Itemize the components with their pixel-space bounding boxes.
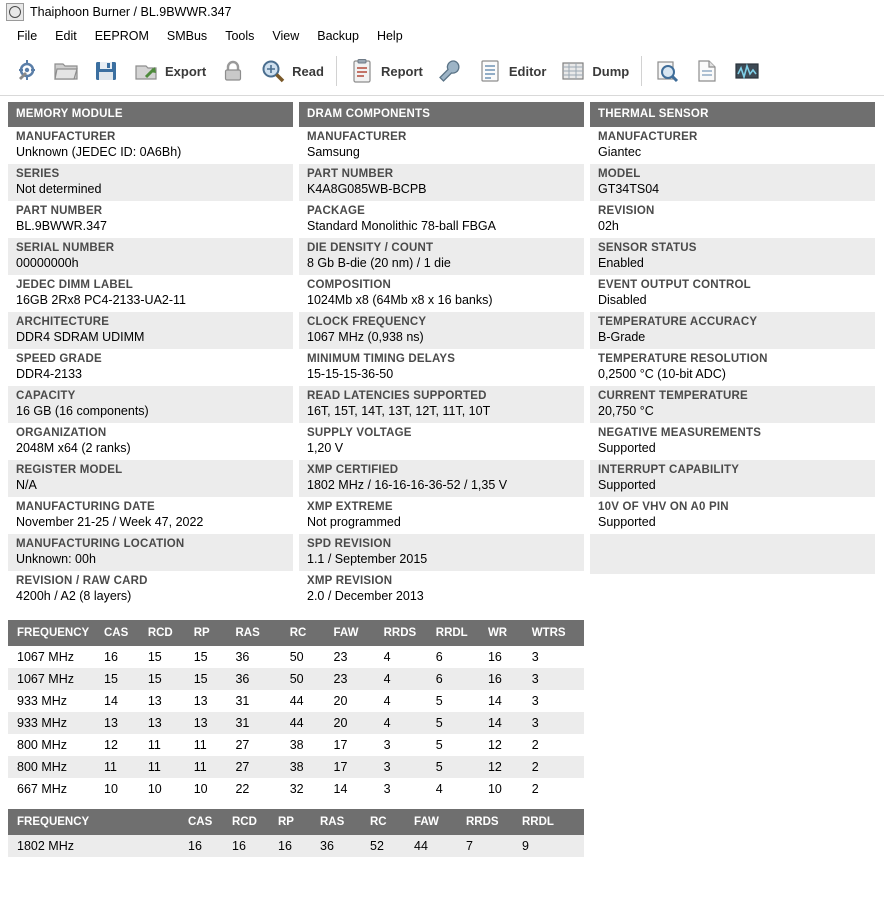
cell-rc: 32 — [290, 778, 334, 800]
field-value: 1,20 V — [307, 441, 344, 455]
toolbar-waveform-button[interactable] — [727, 50, 767, 92]
cell-frequency: 1067 MHz — [8, 646, 104, 668]
cell-frequency: 933 MHz — [8, 712, 104, 734]
panel-dram-components-header: DRAM COMPONENTS — [299, 102, 584, 127]
cell-frequency: 1067 MHz — [8, 668, 104, 690]
field-value: 2.0 / December 2013 — [307, 589, 424, 603]
field-value: DDR4-2133 — [16, 367, 83, 381]
panel-dram-components — [299, 102, 584, 614]
field-value: 1.1 / September 2015 — [307, 552, 428, 566]
cell-frequency: 1802 MHz — [8, 835, 100, 857]
table-row — [8, 646, 584, 668]
field-value: K4A8G085WB-BCPB — [307, 182, 427, 196]
cell-rrdl: 6 — [436, 646, 488, 668]
toolbar-report-button[interactable] — [342, 50, 430, 92]
cell-rrdl: 4 — [436, 778, 488, 800]
field-value: 1067 MHz (0,938 ns) — [307, 330, 424, 344]
cell-rp: 13 — [194, 712, 236, 734]
col-rc: RC — [290, 620, 334, 646]
field-die-density-count — [299, 238, 584, 275]
cell-cas: 13 — [104, 712, 148, 734]
col-rrds: RRDS — [384, 620, 436, 646]
field-label: SERIAL NUMBER — [16, 242, 115, 254]
toolbar-lock-button[interactable] — [213, 50, 253, 92]
menu-item-help[interactable]: Help — [376, 29, 403, 43]
toolbar-chip-settings-button[interactable] — [6, 50, 46, 92]
field-label: SERIES — [16, 168, 60, 180]
cell-wtrs: 3 — [532, 668, 584, 690]
col-ras: RAS — [235, 620, 289, 646]
field-value: 4200h / A2 (8 layers) — [16, 589, 132, 603]
cell-rcd: 10 — [148, 778, 194, 800]
col-wr: WR — [488, 620, 532, 646]
cell-rp: 11 — [194, 734, 236, 756]
field-composition — [299, 275, 584, 312]
cell-ras: 31 — [235, 712, 289, 734]
cell-frequency: 800 MHz — [8, 756, 104, 778]
cell-rrds: 3 — [384, 756, 436, 778]
toolbar-dump-button[interactable] — [553, 50, 636, 92]
cell-faw: 44 — [414, 835, 466, 857]
cell-ras: 36 — [235, 646, 289, 668]
col-rp: RP — [194, 620, 236, 646]
cell-rcd: 11 — [148, 756, 194, 778]
app-icon — [6, 3, 24, 21]
cell-rrds: 7 — [466, 835, 522, 857]
col-frequency: FREQUENCY — [8, 809, 100, 835]
field-read-latencies-supported — [299, 386, 584, 423]
table-row — [8, 835, 584, 857]
field-value: Enabled — [598, 256, 644, 270]
field-label: EVENT OUTPUT CONTROL — [598, 279, 751, 291]
cell-cas: 12 — [104, 734, 148, 756]
field-value: 02h — [598, 219, 619, 233]
field-value: Unknown: 00h — [16, 552, 96, 566]
cell-rrdl: 5 — [436, 690, 488, 712]
field-value: Supported — [598, 478, 656, 492]
field-architecture — [8, 312, 293, 349]
cell-ras: 27 — [235, 756, 289, 778]
field-xmp-revision — [299, 571, 584, 608]
cell-ras: 36 — [235, 668, 289, 690]
toolbar-wrench-button[interactable] — [430, 50, 470, 92]
cell-ras: 31 — [235, 690, 289, 712]
toolbar-editor-label: Editor — [508, 63, 547, 79]
col-frequency: FREQUENCY — [8, 620, 104, 646]
cell-wtrs: 3 — [532, 712, 584, 734]
cell-ras: 27 — [235, 734, 289, 756]
field-organization — [8, 423, 293, 460]
field-dram-part-number — [299, 164, 584, 201]
field-serial-number — [8, 238, 293, 275]
field-label: XMP EXTREME — [307, 501, 393, 513]
cell-rp: 13 — [194, 690, 236, 712]
field-dram-manufacturer — [299, 127, 584, 164]
panel-memory-module — [8, 102, 293, 614]
field-manufacturing-date — [8, 497, 293, 534]
cell-cas: 16 — [104, 646, 148, 668]
cell-blank — [100, 835, 188, 857]
field-xmp-certified — [299, 460, 584, 497]
field-label: REGISTER MODEL — [16, 464, 123, 476]
xmp-timing-table — [8, 809, 584, 857]
menu-item-backup[interactable]: Backup — [317, 29, 359, 43]
cell-rp: 15 — [194, 668, 236, 690]
field-label: COMPOSITION — [307, 279, 391, 291]
report-icon — [349, 58, 375, 84]
cell-faw: 17 — [334, 756, 384, 778]
cell-cas: 14 — [104, 690, 148, 712]
field-jedec-dimm-label — [8, 275, 293, 312]
document-icon — [694, 58, 720, 84]
field-label: MANUFACTURER — [307, 131, 407, 143]
field-value: Disabled — [598, 293, 647, 307]
cell-ras: 36 — [320, 835, 370, 857]
cell-rrdl: 5 — [436, 734, 488, 756]
info-panels — [0, 96, 884, 614]
table-gap — [8, 800, 876, 809]
toolbar-document-button[interactable] — [687, 50, 727, 92]
table-row — [8, 690, 584, 712]
field-value: BL.9BWWR.347 — [16, 219, 108, 233]
field-value: 8 Gb B-die (20 nm) / 1 die — [307, 256, 451, 270]
table-header-row — [8, 809, 584, 835]
field-value: 16GB 2Rx8 PC4-2133-UA2-11 — [16, 293, 186, 307]
field-label: TEMPERATURE ACCURACY — [598, 316, 758, 328]
col-rrdl: RRDL — [522, 809, 584, 835]
cell-wtrs: 2 — [532, 756, 584, 778]
panel-thermal-sensor — [590, 102, 875, 614]
field-label: XMP REVISION — [307, 575, 393, 587]
cell-wr: 12 — [488, 734, 532, 756]
cell-faw: 23 — [334, 668, 384, 690]
menu-item-file[interactable]: File — [17, 29, 38, 43]
cell-rcd: 13 — [148, 712, 194, 734]
cell-wtrs: 3 — [532, 690, 584, 712]
field-sensor-manufacturer — [590, 127, 875, 164]
field-speed-grade — [8, 349, 293, 386]
cell-rp: 10 — [194, 778, 236, 800]
cell-rrds: 4 — [384, 712, 436, 734]
cell-faw: 17 — [334, 734, 384, 756]
field-10v-vhv-a0-pin — [590, 497, 875, 534]
menu-item-smbus[interactable]: SMBus — [166, 29, 208, 43]
toolbar-separator-2 — [641, 56, 642, 86]
toolbar-open-button[interactable] — [46, 50, 86, 92]
field-value: 20,750 °C — [598, 404, 654, 418]
save-disk-icon — [93, 58, 119, 84]
cell-rc: 44 — [290, 690, 334, 712]
cell-ras: 22 — [235, 778, 289, 800]
cell-wr: 14 — [488, 712, 532, 734]
field-thermal-empty-2 — [590, 574, 875, 614]
magnifier-icon — [654, 58, 680, 84]
field-value: Supported — [598, 441, 656, 455]
cell-frequency: 667 MHz — [8, 778, 104, 800]
field-label: SENSOR STATUS — [598, 242, 697, 254]
lock-icon — [220, 58, 246, 84]
field-value: N/A — [16, 478, 37, 492]
cell-rrds: 4 — [384, 690, 436, 712]
menu-item-edit[interactable]: Edit — [55, 29, 77, 43]
cell-wtrs: 3 — [532, 646, 584, 668]
field-label: JEDEC DIMM LABEL — [16, 279, 133, 291]
field-value: DDR4 SDRAM UDIMM — [16, 330, 145, 344]
field-spd-revision — [299, 534, 584, 571]
field-label: CAPACITY — [16, 390, 76, 402]
field-sensor-model — [590, 164, 875, 201]
col-rp: RP — [278, 809, 320, 835]
cell-wtrs: 2 — [532, 734, 584, 756]
field-value: 16T, 15T, 14T, 13T, 12T, 11T, 10T — [307, 404, 491, 418]
cell-rp: 15 — [194, 646, 236, 668]
open-folder-icon — [53, 58, 79, 84]
title-bar — [0, 0, 884, 25]
cell-wr: 14 — [488, 690, 532, 712]
cell-wr: 10 — [488, 778, 532, 800]
toolbar-save-button[interactable] — [86, 50, 126, 92]
field-value: GT34TS04 — [598, 182, 660, 196]
menu-item-tools[interactable]: Tools — [225, 29, 255, 43]
cell-cas: 16 — [188, 835, 232, 857]
col-cas: CAS — [188, 809, 232, 835]
field-capacity — [8, 386, 293, 423]
field-value: Not programmed — [307, 515, 401, 529]
table-row — [8, 778, 584, 800]
cell-rc: 38 — [290, 756, 334, 778]
field-current-temperature — [590, 386, 875, 423]
field-label: CLOCK FREQUENCY — [307, 316, 427, 328]
export-icon — [133, 58, 159, 84]
cell-rcd: 13 — [148, 690, 194, 712]
field-revision-raw-card — [8, 571, 293, 608]
cell-wr: 12 — [488, 756, 532, 778]
field-label: DIE DENSITY / COUNT — [307, 242, 434, 254]
field-manufacturing-location — [8, 534, 293, 571]
field-label: ORGANIZATION — [16, 427, 107, 439]
cell-faw: 23 — [334, 646, 384, 668]
field-label: TEMPERATURE RESOLUTION — [598, 353, 768, 365]
table-header-row — [8, 620, 584, 646]
field-label: SUPPLY VOLTAGE — [307, 427, 412, 439]
field-label: CURRENT TEMPERATURE — [598, 390, 748, 402]
col-faw: FAW — [334, 620, 384, 646]
field-value: 15-15-15-36-50 — [307, 367, 394, 381]
field-thermal-empty-1 — [590, 534, 875, 574]
field-value: Unknown (JEDEC ID: 0A6Bh) — [16, 145, 182, 159]
field-label: REVISION / RAW CARD — [16, 575, 148, 587]
cell-rc: 38 — [290, 734, 334, 756]
field-label: MINIMUM TIMING DELAYS — [307, 353, 456, 365]
field-xmp-extreme — [299, 497, 584, 534]
field-label: PART NUMBER — [16, 205, 103, 217]
field-temperature-accuracy — [590, 312, 875, 349]
window-title: Thaiphoon Burner / BL.9BWWR.347 — [30, 5, 232, 19]
field-value: November 21-25 / Week 47, 2022 — [16, 515, 204, 529]
field-label: INTERRUPT CAPABILITY — [598, 464, 740, 476]
cell-rrdl: 6 — [436, 668, 488, 690]
field-clock-frequency — [299, 312, 584, 349]
toolbar-dump-label: Dump — [592, 63, 630, 79]
toolbar-export-label: Export — [165, 63, 207, 79]
field-value: Giantec — [598, 145, 642, 159]
cell-rcd: 15 — [148, 668, 194, 690]
cell-rc: 50 — [290, 668, 334, 690]
field-event-output-control — [590, 275, 875, 312]
field-value: 16 GB (16 components) — [16, 404, 149, 418]
chip-settings-icon — [13, 58, 39, 84]
cell-wr: 16 — [488, 646, 532, 668]
table-row — [8, 712, 584, 734]
cell-rrdl: 9 — [522, 835, 584, 857]
col-wtrs: WTRS — [532, 620, 584, 646]
cell-rp: 11 — [194, 756, 236, 778]
toolbar-editor-button[interactable] — [470, 50, 554, 92]
menu-bar — [0, 25, 884, 47]
field-label: 10V OF VHV ON A0 PIN — [598, 501, 729, 513]
field-label: XMP CERTIFIED — [307, 464, 399, 476]
field-supply-voltage — [299, 423, 584, 460]
cell-rrdl: 5 — [436, 712, 488, 734]
field-sensor-revision — [590, 201, 875, 238]
field-value: Samsung — [307, 145, 360, 159]
field-manufacturer — [8, 127, 293, 164]
field-interrupt-capability — [590, 460, 875, 497]
col-rrds: RRDS — [466, 809, 522, 835]
panel-memory-module-header: MEMORY MODULE — [8, 102, 293, 127]
col-rrdl: RRDL — [436, 620, 488, 646]
field-label: SPEED GRADE — [16, 353, 102, 365]
col-blank — [100, 809, 188, 835]
col-cas: CAS — [104, 620, 148, 646]
toolbar-separator — [336, 56, 337, 86]
col-rcd: RCD — [232, 809, 278, 835]
panel-thermal-sensor-header: THERMAL SENSOR — [590, 102, 875, 127]
field-register-model — [8, 460, 293, 497]
field-sensor-status — [590, 238, 875, 275]
field-value: 0,2500 °C (10-bit ADC) — [598, 367, 726, 381]
editor-icon — [477, 58, 503, 84]
menu-item-view[interactable]: View — [272, 29, 300, 43]
cell-rrds: 3 — [384, 778, 436, 800]
field-label: MANUFACTURING DATE — [16, 501, 155, 513]
field-value: 1024Mb x8 (64Mb x8 x 16 banks) — [307, 293, 493, 307]
field-value: 2048M x64 (2 ranks) — [16, 441, 131, 455]
field-label: ARCHITECTURE — [16, 316, 110, 328]
toolbar-inspect-button[interactable] — [647, 50, 687, 92]
cell-faw: 20 — [334, 712, 384, 734]
field-minimum-timing-delays — [299, 349, 584, 386]
col-ras: RAS — [320, 809, 370, 835]
field-label: MODEL — [598, 168, 641, 180]
col-rcd: RCD — [148, 620, 194, 646]
field-label: PACKAGE — [307, 205, 366, 217]
field-value: 1802 MHz / 16-16-16-36-52 / 1,35 V — [307, 478, 508, 492]
field-label: MANUFACTURING LOCATION — [16, 538, 185, 550]
toolbar-report-label: Report — [380, 63, 423, 79]
field-temperature-resolution — [590, 349, 875, 386]
cell-rrds: 4 — [384, 668, 436, 690]
cell-rcd: 16 — [232, 835, 278, 857]
timing-tables — [0, 614, 884, 857]
menu-item-eeprom[interactable]: EEPROM — [94, 29, 149, 43]
jedec-timing-table — [8, 620, 584, 800]
cell-cas: 10 — [104, 778, 148, 800]
field-label: READ LATENCIES SUPPORTED — [307, 390, 487, 402]
cell-rc: 50 — [290, 646, 334, 668]
field-series — [8, 164, 293, 201]
field-label: MANUFACTURER — [16, 131, 116, 143]
cell-rrds: 3 — [384, 734, 436, 756]
field-part-number — [8, 201, 293, 238]
toolbar — [0, 47, 884, 96]
field-value: Supported — [598, 515, 656, 529]
waveform-icon — [734, 58, 760, 84]
cell-cas: 15 — [104, 668, 148, 690]
cell-rc: 52 — [370, 835, 414, 857]
table-row — [8, 668, 584, 690]
cell-rrds: 4 — [384, 646, 436, 668]
cell-faw: 20 — [334, 690, 384, 712]
field-label: REVISION — [598, 205, 655, 217]
dump-icon — [560, 58, 586, 84]
field-label: MANUFACTURER — [598, 131, 698, 143]
cell-rcd: 15 — [148, 646, 194, 668]
cell-rcd: 11 — [148, 734, 194, 756]
field-label: PART NUMBER — [307, 168, 394, 180]
cell-frequency: 933 MHz — [8, 690, 104, 712]
cell-rp: 16 — [278, 835, 320, 857]
cell-faw: 14 — [334, 778, 384, 800]
field-value: 00000000h — [16, 256, 79, 270]
toolbar-read-button[interactable] — [253, 50, 331, 92]
field-value: Not determined — [16, 182, 102, 196]
field-label: NEGATIVE MEASUREMENTS — [598, 427, 762, 439]
field-value: B-Grade — [598, 330, 646, 344]
cell-rc: 44 — [290, 712, 334, 734]
table-row — [8, 756, 584, 778]
read-icon — [260, 58, 286, 84]
cell-cas: 11 — [104, 756, 148, 778]
field-negative-measurements — [590, 423, 875, 460]
cell-rrdl: 5 — [436, 756, 488, 778]
col-faw: FAW — [414, 809, 466, 835]
table-row — [8, 734, 584, 756]
col-rc: RC — [370, 809, 414, 835]
cell-frequency: 800 MHz — [8, 734, 104, 756]
cell-wr: 16 — [488, 668, 532, 690]
field-package — [299, 201, 584, 238]
toolbar-read-label: Read — [292, 63, 324, 79]
cell-wtrs: 2 — [532, 778, 584, 800]
field-value: Standard Monolithic 78-ball FBGA — [307, 219, 496, 233]
wrench-icon — [437, 58, 463, 84]
toolbar-export-button[interactable] — [126, 50, 213, 92]
field-label: SPD REVISION — [307, 538, 392, 550]
